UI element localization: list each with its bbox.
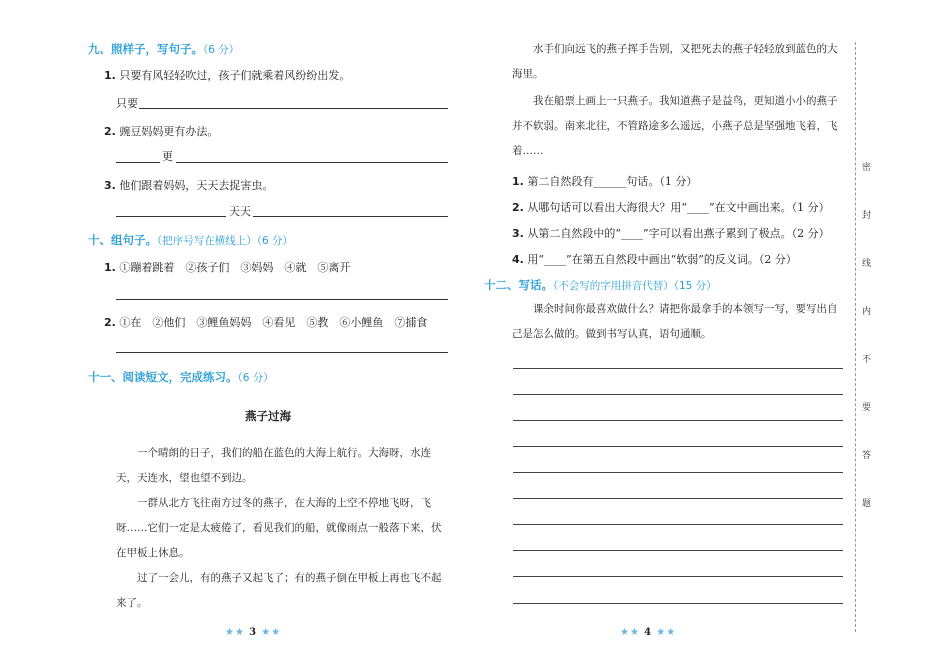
binding-char: 不 xyxy=(862,355,872,365)
writing-line[interactable] xyxy=(513,446,843,447)
story-paragraph: 水手们向远飞的燕子挥手告别，又把死去的燕子轻轻放到蓝色的大海里。 xyxy=(512,43,838,80)
footer-stars: ★★ xyxy=(225,627,245,638)
page-footer-right xyxy=(620,627,676,638)
binding-char: 内 xyxy=(862,307,872,317)
reading-question-1: 1. 第二自然段有______句话。（1 分） xyxy=(512,175,698,188)
binding-char: 密 xyxy=(862,163,872,173)
question-9-1-prefix: 只要 xyxy=(116,97,138,110)
writing-line[interactable] xyxy=(513,498,843,499)
answer-line[interactable] xyxy=(116,216,226,217)
footer-stars: ★★ xyxy=(656,627,677,638)
question-9-2: 2. 豌豆妈妈更有办法。 xyxy=(104,125,219,138)
binding-char: 线 xyxy=(862,259,872,269)
binding-char: 要 xyxy=(862,403,872,413)
binding-char: 答 xyxy=(862,451,872,461)
binding-char: 封 xyxy=(862,211,872,221)
section-9-heading: 九、照样子，写句子。（6 分） xyxy=(88,42,240,56)
story-paragraph: 一群从北方飞往南方过冬的燕子，在大海的上空不停地飞呀，飞呀……它们一定是太疲倦了，看见我们的船，就像雨点一般落下来，伏在甲板上休息。 xyxy=(116,497,442,559)
page-footer-left xyxy=(225,627,281,638)
question-9-1: 1. 只要有风轻轻吹过，孩子们就乘着风纷纷出发。 xyxy=(104,69,351,82)
footer-stars: ★★ xyxy=(261,627,282,638)
story-paragraph: 一个晴朗的日子，我们的船在蓝色的大海上航行。大海呀，水连天，天连水，望也望不到边。 xyxy=(116,447,431,484)
answer-line[interactable] xyxy=(116,162,160,163)
story-body-right xyxy=(512,37,844,164)
writing-line[interactable] xyxy=(513,420,843,421)
page-number: 3 xyxy=(249,627,258,638)
story-body-left xyxy=(116,441,448,616)
section-11-heading: 十一、阅读短文，完成练习。（6 分） xyxy=(88,370,274,384)
story-title: 燕子过海 xyxy=(245,409,291,423)
group-question-1: 1. ①蹦着跳着 ②孩子们 ③妈妈 ④就 ⑤离开 xyxy=(104,261,351,274)
binding-char: 题 xyxy=(862,499,872,509)
story-paragraph: 过了一会儿，有的燕子又起飞了；有的燕子倒在甲板上再也飞不起来了。 xyxy=(116,572,442,609)
writing-line[interactable] xyxy=(513,524,843,525)
writing-line[interactable] xyxy=(513,603,843,604)
writing-line[interactable] xyxy=(513,472,843,473)
answer-line[interactable] xyxy=(176,162,448,163)
answer-line[interactable] xyxy=(116,352,448,353)
page-number: 4 xyxy=(644,627,653,638)
answer-line[interactable] xyxy=(253,216,448,217)
footer-stars: ★★ xyxy=(620,627,640,638)
reading-question-3: 3. 从第二自然段中的“____”字可以看出燕子累到了极点。（2 分） xyxy=(512,227,830,240)
reading-question-2: 2. 从哪句话可以看出大海很大？用“____”在文中画出来。（1 分） xyxy=(512,201,830,214)
section-12-heading: 十二、写话。（不会写的字用拼音代替）（15 分） xyxy=(484,278,717,292)
writing-line[interactable] xyxy=(513,576,843,577)
writing-line[interactable] xyxy=(513,550,843,551)
question-9-3-suffix: 天天 xyxy=(229,205,251,218)
writing-prompt: 课余时间你最喜欢做什么？请把你最拿手的本领写一写，要写出自己是怎么做的。做到书写认真，语句通顺。 xyxy=(512,303,838,340)
answer-line[interactable] xyxy=(116,299,448,300)
binding-line xyxy=(855,42,856,632)
answer-line[interactable] xyxy=(139,108,448,109)
question-9-3: 3. 他们跟着妈妈，天天去捉害虫。 xyxy=(104,179,274,192)
section-10-heading: 十、组句子。（把序号写在横线上）（6 分） xyxy=(88,233,294,247)
reading-question-4: 4. 用“____”在第五自然段中画出“软弱”的反义词。（2 分） xyxy=(512,253,797,266)
question-9-2-suffix: 更 xyxy=(162,150,173,163)
story-paragraph: 我在船票上画上一只燕子。我知道燕子是益鸟，更知道小小的燕子并不软弱。南来北往，不管路途多么遥远，小燕子总是坚强地飞着，飞着…… xyxy=(512,95,838,157)
group-question-2: 2. ①在 ②他们 ③鲤鱼妈妈 ④看见 ⑤教 ⑥小鲤鱼 ⑦捕食 xyxy=(104,316,428,329)
writing-line[interactable] xyxy=(513,394,843,395)
writing-line[interactable] xyxy=(513,368,843,369)
